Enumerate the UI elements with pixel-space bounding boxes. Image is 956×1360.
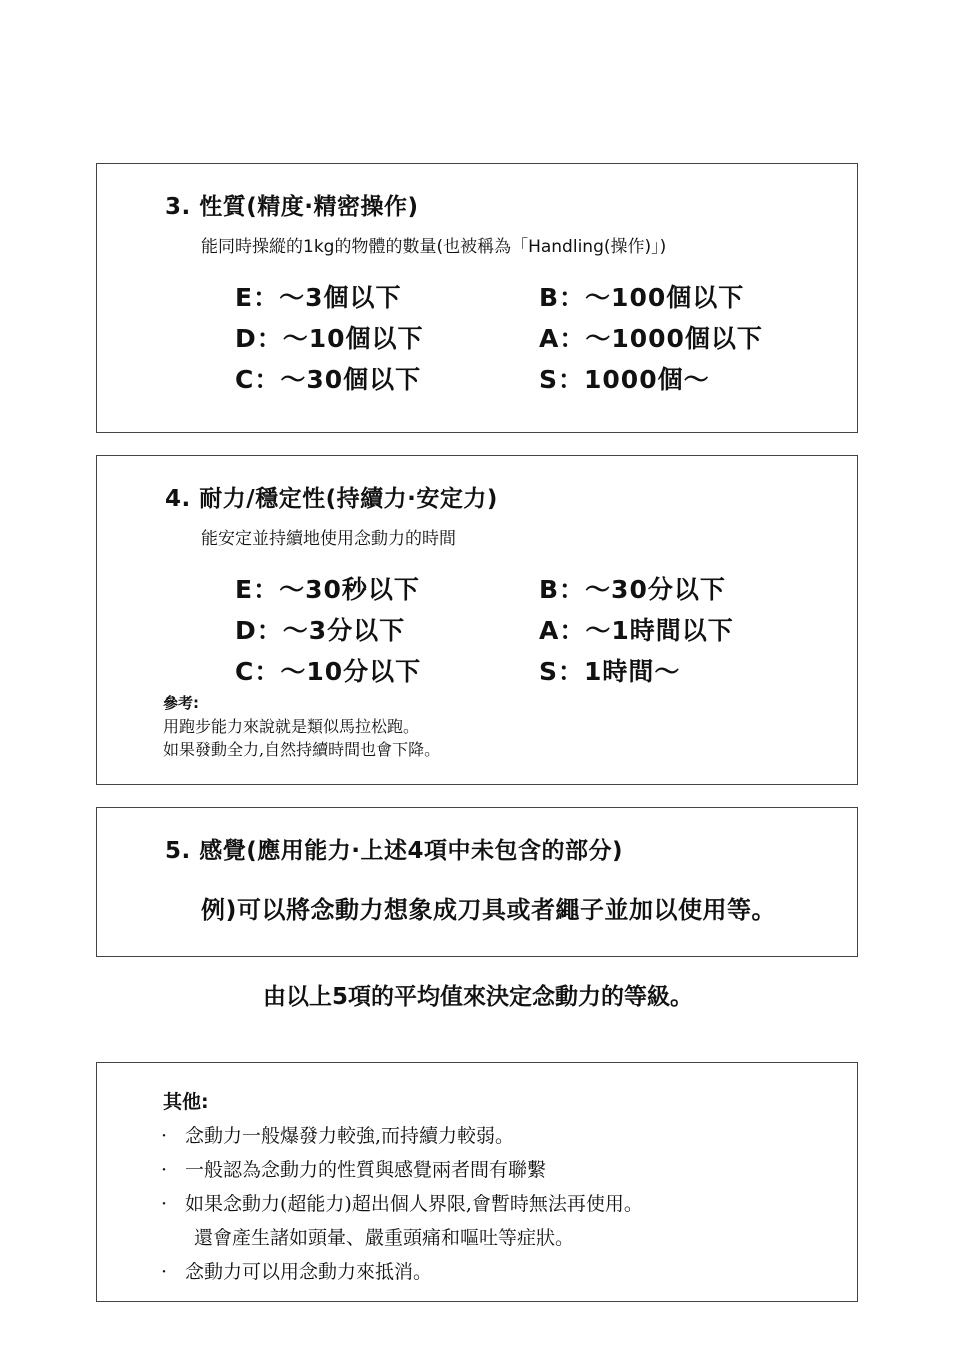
grade-d: D：～3分以下 [235,616,406,645]
list-item-continuation [161,1221,643,1255]
grade-b: B：～100個以下 [539,283,745,312]
other-title: 其他: [163,1091,209,1113]
other-box [96,1062,858,1302]
grade-a: A：～1000個以下 [539,324,763,353]
reference-note-line: 用跑步能力來說就是類似馬拉松跑。 [163,717,420,736]
section-5-heading: 5. 感覺(應用能力·上述4項中未包含的部分) [165,838,624,864]
grade-s: S：1000個～ [539,365,710,394]
bullet-icon: · [161,1261,168,1283]
list-item [161,1153,643,1187]
section-5-box [96,807,858,957]
section-3-description: 能同時操縱的1kg的物體的數量(也被稱為「Handling(操作)」) [201,237,667,257]
grade-a: A：～1時間以下 [539,616,734,645]
list-item [161,1255,643,1289]
list-item [161,1187,643,1221]
list-item-text: 念動力可以用念動力來抵消。 [185,1261,433,1283]
grade-e: E：～3個以下 [235,283,402,312]
grade-c: C：～10分以下 [235,657,422,686]
reference-note [163,692,440,761]
list-item-text: 如果念動力(超能力)超出個人界限,會暫時無法再使用。 [185,1193,643,1215]
grade-b: B：～30分以下 [539,575,726,604]
summary-text: 由以上5項的平均值來決定念動力的等級。 [262,984,693,1010]
grade-d: D：～10個以下 [235,324,424,353]
bullet-icon: · [161,1193,168,1215]
list-item-text: 念動力一般爆發力較強,而持續力較弱。 [185,1125,515,1147]
grade-c: C：～30個以下 [235,365,422,394]
section-3-heading: 3. 性質(精度·精密操作) [165,194,419,220]
bullet-icon: · [161,1125,168,1147]
section-3-box [96,163,858,433]
section-4-description: 能安定並持續地使用念動力的時間 [201,529,456,549]
grade-s: S：1時間～ [539,657,681,686]
section-5-example: 例)可以將念動力想象成刀具或者繩子並加以使用等。 [201,896,776,924]
grade-e: E：～30秒以下 [235,575,420,604]
reference-note-line: 如果發動全力,自然持續時間也會下降。 [163,740,441,759]
list-item-text: 還會產生諸如頭暈、嚴重頭痛和嘔吐等症狀。 [194,1227,575,1249]
bullet-icon: · [161,1159,168,1181]
list-item [161,1119,643,1153]
section-4-heading: 4. 耐力/穩定性(持續力·安定力) [165,486,498,512]
reference-note-title: 參考: [163,694,199,712]
other-list [161,1119,643,1289]
list-item-text: 一般認為念動力的性質與感覺兩者間有聯繫 [185,1159,547,1181]
section-4-box [96,455,858,785]
